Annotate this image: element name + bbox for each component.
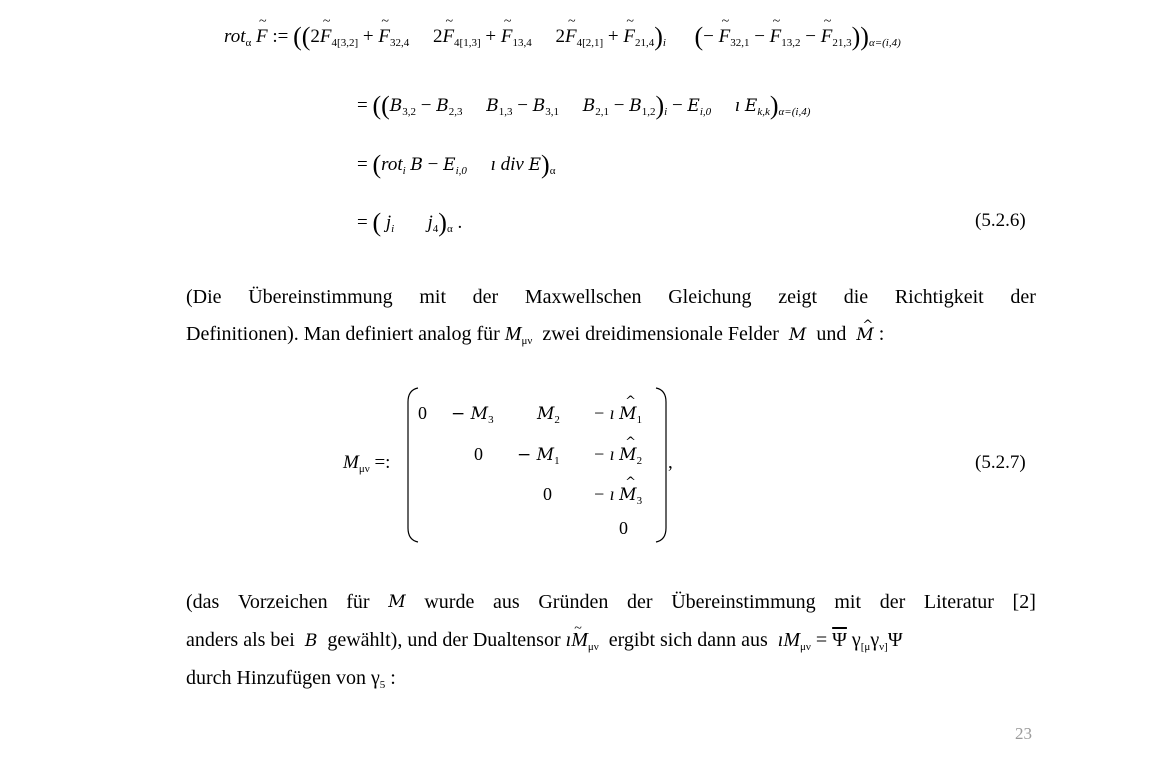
equation-number-5-2-7: (5.2.7) bbox=[975, 452, 1026, 473]
matrix-cell-3-3: 0 bbox=[543, 484, 552, 504]
matrix-cell-1-3: $M_2$ bbox=[537, 404, 560, 426]
matrix-cell-1-4: − ı ^ $M_1$ bbox=[593, 403, 642, 424]
equation-5-2-6-line-4: = ( $j_i$ $j_4)_\alpha$ . bbox=[357, 208, 463, 237]
paragraph-1-line-1: (Die Übereinstimmung mit der Maxwellschen Gleichung zeigt die Richtigkeit der bbox=[186, 286, 1036, 308]
paragraph-2-line-2: anders als bei B gewählt), und der Dualtensor ı~ $M_{\mu\nu}$ ergibt sich dann aus $ıM_{\mu\nu} = \overline{\Psi}$ $\gamma_{[\mu}\gamma_{\nu]}\Psi$ bbox=[186, 622, 903, 660]
matrix-cell-1-1: 0 bbox=[418, 403, 427, 423]
equation-5-2-7-lhs: $M_{\mu\nu}$ =: bbox=[343, 452, 391, 475]
matrix-cell-2-3: − $M_1$ bbox=[517, 445, 560, 467]
matrix-cell-3-4: − ı ^ $M_3$ bbox=[593, 484, 642, 505]
equation-number-5-2-6: (5.2.6) bbox=[975, 210, 1026, 231]
paragraph-1-line-2: Definitionen). Man definiert analog für $M_{\mu\nu}$ zwei dreidimensionale Felder M und ^ M : bbox=[186, 316, 884, 354]
matrix-cell-2-4: − ı ^ $M_2$ bbox=[593, 444, 642, 465]
matrix-cell-1-2: − $M_3$ bbox=[451, 404, 494, 426]
equation-5-2-6-line-1: rot$_\alpha$ ~ F := ((2~ $F_{4[3,2]}$ + ~ $F_{32,4}$ 2~ $F_{4[1,3]}$ + ~ $F_{13,4}$ 2~ $F_{4[2,1]}$ + ~ $F_{21,4})_i$ (− ~ $F_{32,1}$ − ~ $F_{13,2}$ − ~ $F_{21,3}))_{\alpha=(i,4)}$ bbox=[224, 22, 901, 52]
page-number: 23 bbox=[1015, 724, 1032, 743]
matrix-cell-2-2: 0 bbox=[474, 444, 483, 464]
matrix-cell-4-4: 0 bbox=[619, 518, 628, 538]
paragraph-2-line-1: (das Vorzeichen für M wurde aus Gründen der Übereinstimmung mit der Literatur [2] bbox=[186, 591, 1036, 613]
left-paren bbox=[408, 388, 418, 542]
matrix-comma: , bbox=[668, 452, 673, 473]
paragraph-2-line-3: durch Hinzufügen von $\gamma_5$ : bbox=[186, 667, 396, 691]
equation-5-2-6-line-3: = (rot$_i$ $B - E_{i,0}$ ı div $E)_\alpha$ bbox=[357, 150, 556, 179]
equation-5-2-6-line-2: = (($B_{3,2} - B_{2,3}$ $B_{1,3} - B_{3,1}$ $B_{2,1} - B_{1,2})_i - E_{i,0}$ ı $E_{k,k})_{\alpha=(i,4)}$ bbox=[357, 91, 811, 120]
right-paren bbox=[656, 388, 666, 542]
